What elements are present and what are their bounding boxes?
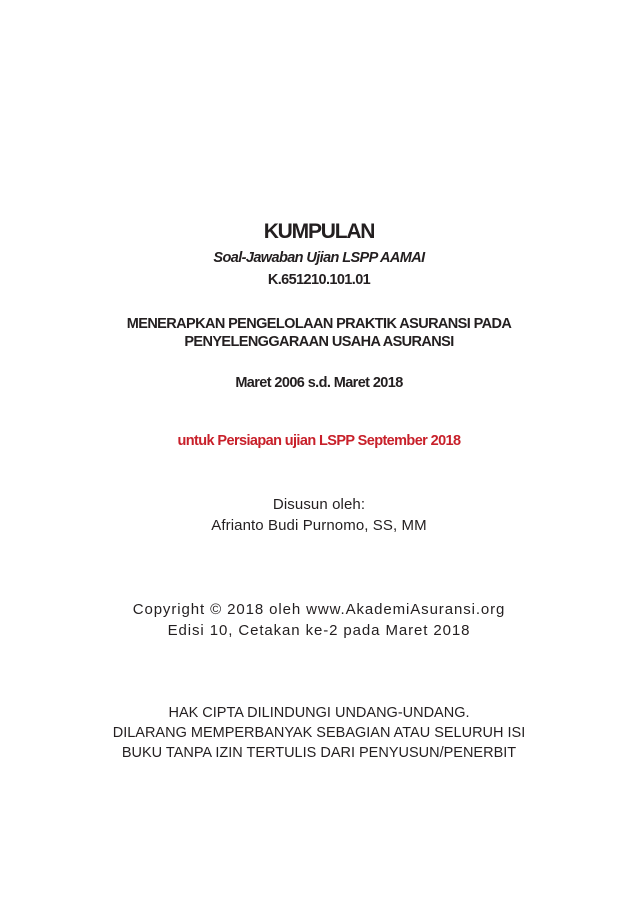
- book-subtitle: Soal-Jawaban Ujian LSPP AAMAI: [213, 250, 425, 266]
- copyright-notice: Copyright © 2018 oleh www.AkademiAsuransi.org: [132, 601, 506, 618]
- book-title: KUMPULAN: [263, 220, 375, 243]
- rights-line-3: BUKU TANPA IZIN TERTULIS DARI PENYUSUN/PENERBIT: [121, 745, 517, 761]
- rights-line-2: DILARANG MEMPERBANYAK SEBAGIAN ATAU SELURUH ISI: [112, 725, 526, 741]
- purpose-note: untuk Persiapan ujian LSPP September 2018: [177, 433, 461, 449]
- topic-line-1: MENERAPKAN PENGELOLAAN PRAKTIK ASURANSI PADA: [126, 316, 512, 332]
- unit-code: K.651210.101.01: [267, 272, 371, 288]
- compiled-by-label: Disusun oleh:: [272, 496, 366, 513]
- period-range: Maret 2006 s.d. Maret 2018: [235, 375, 403, 391]
- topic-line-2: PENYELENGGARAAN USAHA ASURANSI: [184, 334, 454, 350]
- author-name: Afrianto Budi Purnomo, SS, MM: [211, 517, 427, 534]
- edition-info: Edisi 10, Cetakan ke-2 pada Maret 2018: [167, 622, 471, 639]
- rights-line-1: HAK CIPTA DILINDUNGI UNDANG-UNDANG.: [168, 705, 470, 721]
